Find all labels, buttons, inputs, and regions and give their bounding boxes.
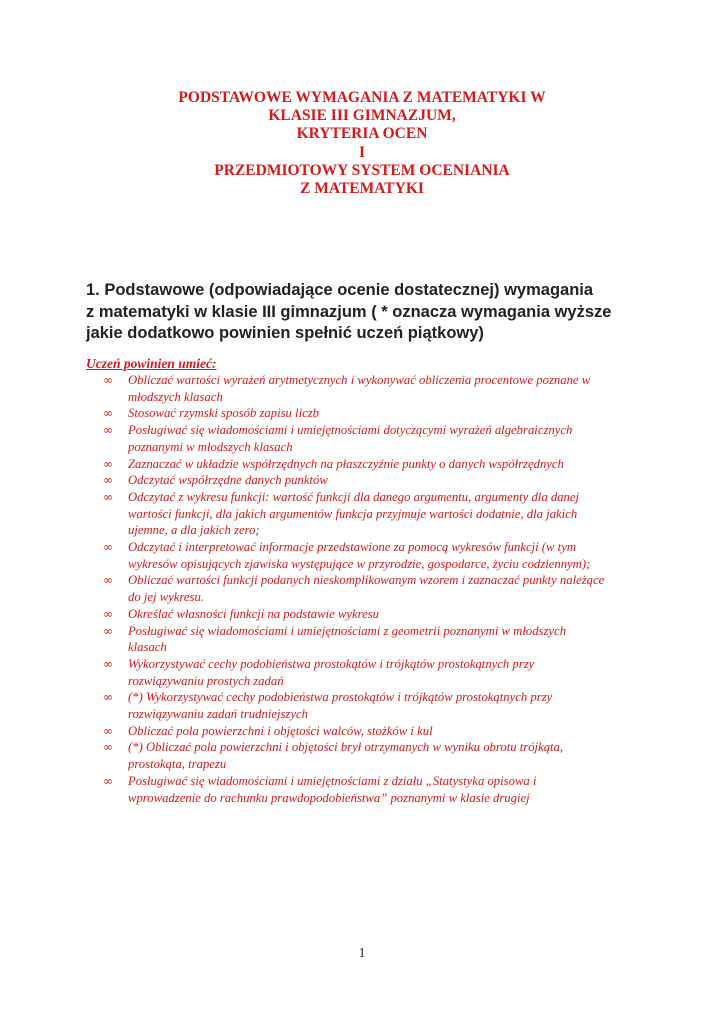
requirement-text-line: Stosować rzymski sposób zapisu liczb [128, 406, 320, 421]
requirement-text-line: Wykorzystywać cechy podobieństwa prostokątów i trójkątów prostokątnych przy [128, 656, 535, 671]
requirement-text-line: Odczytać z wykresu funkcji: wartość funkcji dla danego argumentu, argumenty dla danej [128, 489, 580, 504]
infinity-bullet-icon: ∞ [103, 423, 113, 438]
requirement-text-line: rozwiązywaniu prostych zadań [128, 673, 284, 688]
infinity-bullet-icon: ∞ [103, 489, 113, 504]
infinity-bullet-icon: ∞ [103, 406, 113, 421]
title-line: PRZEDMIOTOWY SYSTEM OCENIANIA [214, 161, 510, 179]
requirement-item [0, 405, 648, 422]
title-line: PODSTAWOWE WYMAGANIA Z MATEMATYKI W [178, 89, 546, 106]
requirement-item [0, 623, 648, 656]
section-heading-line: 1. Podstawowe (odpowiadające ocenie dostatecznej) wymagania [86, 281, 594, 299]
requirement-text-line: Odczytać i interpretować informacje przedstawione za pomocą wykresów funkcji (w tym [128, 540, 576, 555]
infinity-bullet-icon: ∞ [103, 773, 113, 788]
requirement-text-line: Posługiwać się wiadomościami i umiejętnościami z działu „Statystyka opisowa i [128, 773, 537, 788]
requirement-item [0, 489, 648, 539]
infinity-bullet-icon: ∞ [103, 723, 113, 738]
section-heading [86, 280, 646, 345]
requirement-text-line: Obliczać wartości funkcji podanych nieskomplikowanym wzorem i zaznaczać punkty należące [128, 573, 605, 588]
requirement-item [0, 656, 648, 689]
page-number: 1 [358, 945, 366, 960]
requirement-item [0, 739, 648, 772]
infinity-bullet-icon: ∞ [103, 690, 113, 705]
requirement-text-line: (*) Obliczać pola powierzchni i objętości brył otrzymanych w wyniku obrotu trójkąta, [128, 740, 564, 755]
title-line: Z MATEMATYKI [300, 180, 424, 198]
requirement-item [0, 422, 648, 455]
document-title [0, 89, 724, 198]
requirement-text-line: Posługiwać się wiadomościami i umiejętnościami dotyczącymi wyrażeń algebraicznych [128, 423, 573, 438]
requirement-text-line: (*) Wykorzystywać cechy podobieństwa prostokątów i trójkątów prostokątnych przy [128, 690, 553, 705]
requirement-text-line: Określać własności funkcji na podstawie wykresu [128, 606, 380, 621]
infinity-bullet-icon: ∞ [103, 623, 113, 638]
title-line: KLASIE III GIMNAZJUM, [268, 107, 456, 125]
requirement-item [0, 773, 648, 806]
title-line: KRYTERIA OCEN [296, 125, 428, 143]
requirement-text-line: wprowadzenie do rachunku prawdopodobieństwa” poznanymi w klasie drugiej [128, 790, 530, 805]
infinity-bullet-icon: ∞ [103, 740, 113, 755]
title-line: I [358, 143, 366, 161]
section-heading-line: jakie dodatkowo powinien spełnić uczeń piątkowy) [86, 324, 484, 342]
requirement-text-line: Odczytać współrzędne danych punktów [128, 473, 328, 488]
requirement-item [0, 606, 648, 623]
requirement-item [0, 572, 648, 605]
requirement-text-line: do jej wykresu. [128, 590, 204, 605]
infinity-bullet-icon: ∞ [103, 473, 113, 488]
requirement-item [0, 456, 648, 473]
requirement-text-line: ujemne, a dla jakich zero; [128, 523, 260, 538]
requirement-text-line: wartości funkcji, dla jakich argumentów funkcja przyjmuje wartości dodatnie, dla jakich [128, 506, 578, 521]
requirement-text-line: Posługiwać się wiadomościami i umiejętnościami z geometrii poznanymi w młodszych [128, 623, 567, 638]
requirement-text-line: Obliczać pola powierzchni i objętości walców, stożków i kul [128, 723, 433, 738]
section-heading-line: z matematyki w klasie III gimnazjum ( * oznacza wymagania wyższe [86, 302, 612, 321]
infinity-bullet-icon: ∞ [103, 540, 113, 555]
requirement-item [0, 539, 648, 572]
infinity-bullet-icon: ∞ [103, 656, 113, 671]
requirement-text-line: klasach [128, 640, 167, 655]
requirement-text-line: młodszych klasach [128, 389, 223, 404]
requirements-label: Uczeń powinien umieć: [86, 356, 217, 371]
infinity-bullet-icon: ∞ [103, 606, 113, 621]
requirement-text-line: rozwiązywaniu zadań trudniejszych [128, 707, 308, 722]
requirement-text-line: wykresów opisujących zjawiska występujące w przyrodzie, gospodarce, życiu codziennym); [128, 556, 591, 571]
infinity-bullet-icon: ∞ [103, 373, 113, 387]
requirement-item [0, 723, 648, 740]
requirement-text-line: Zaznaczać w układzie współrzędnych na płaszczyźnie punkty o danych współrzędnych [128, 456, 564, 471]
requirement-text-line: poznanymi w młodszych klasach [128, 439, 293, 454]
requirement-text-line: Obliczać wartości wyrażeń arytmetycznych i wykonywać obliczenia procentowe poznane w [128, 373, 591, 387]
infinity-bullet-icon: ∞ [103, 573, 113, 588]
requirement-item [0, 372, 648, 405]
requirement-item [0, 472, 648, 489]
infinity-bullet-icon: ∞ [103, 456, 113, 471]
requirements-list [0, 372, 724, 806]
requirement-item [0, 689, 648, 722]
requirement-text-line: prostokąta, trapezu [128, 757, 227, 772]
